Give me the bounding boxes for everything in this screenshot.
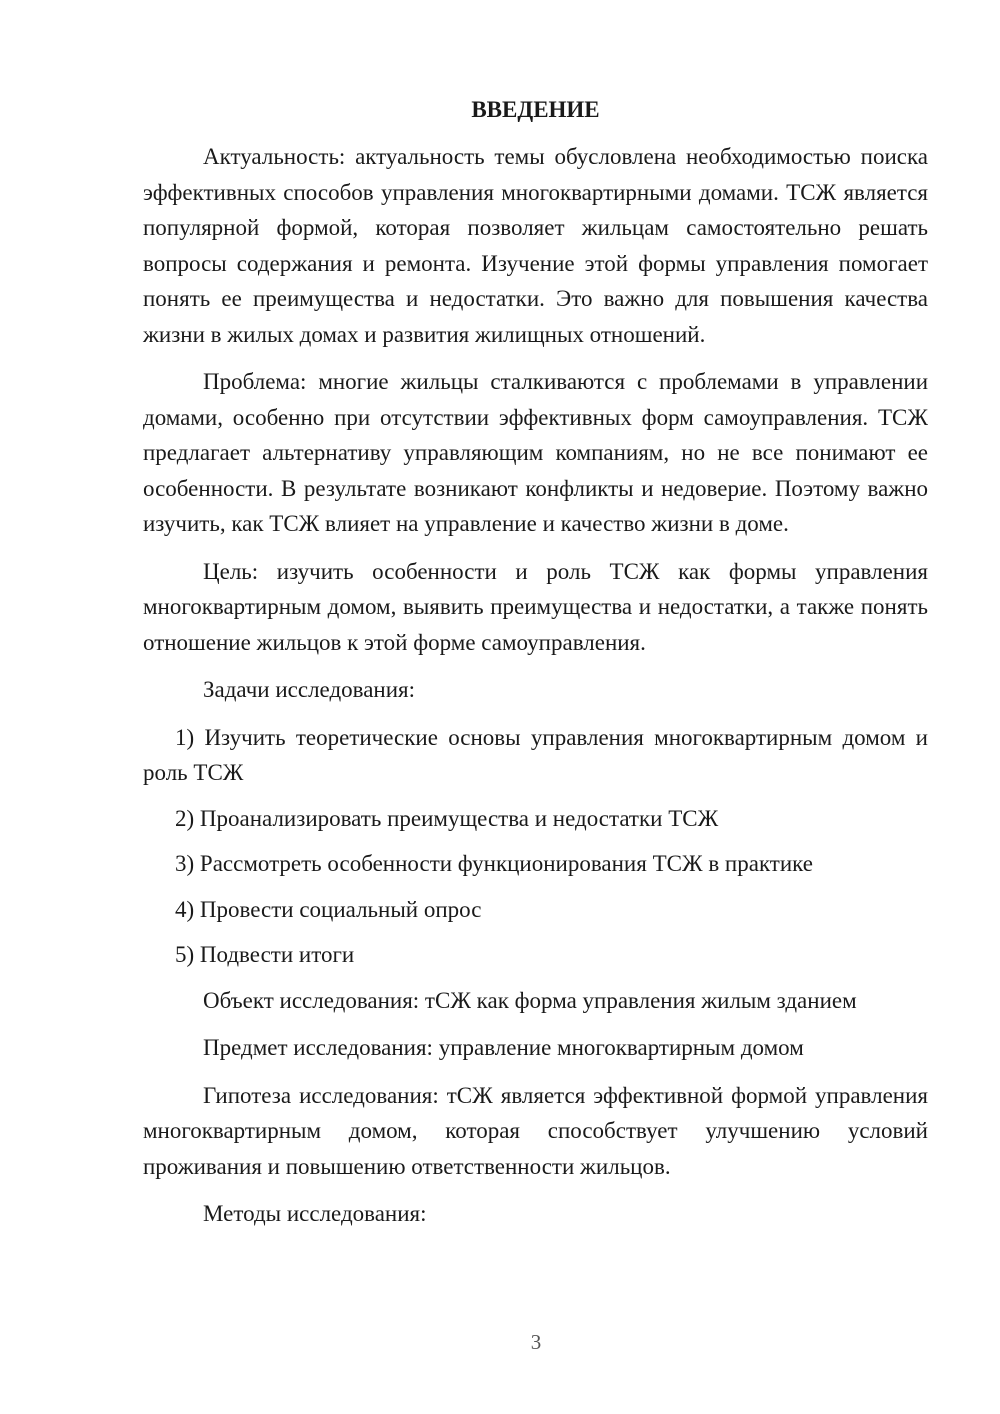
- task-item: 2) Проанализировать преимущества и недостатки ТСЖ: [175, 805, 719, 831]
- subject-line: Предмет исследования: управление многоквартирным домом: [203, 1035, 804, 1060]
- page-number: 3: [530, 1330, 542, 1354]
- section-heading: ВВЕДЕНИЕ: [471, 97, 600, 122]
- goal-paragraph: Цель: изучить особенности и роль ТСЖ как формы управления многоквартирным домом, выявить преимущества и недостатки, а также понять отношение жильцов к этой форме самоуправления.: [143, 558, 928, 655]
- problem-paragraph: Проблема: многие жильцы сталкиваются с проблемами в управлении домами, особенно при отсутствии эффективных форм самоуправления. ТСЖ предлагает альтернативу управляющим компаниям, но не все понимают ее особенности. В результате возникают конфликты и недоверие. Поэтому важно изучить, как ТСЖ влияет на управление и качество жизни в доме.: [143, 369, 928, 536]
- hypothesis-paragraph: Гипотеза исследования: тСЖ является эффективной формой управления многоквартирным домом, которая способствует улучшению условий проживания и повышению ответственности жильцов.: [143, 1082, 928, 1179]
- task-item: 3) Рассмотреть особенности функционирования ТСЖ в практике: [175, 851, 813, 876]
- relevance-paragraph: Актуальность: актуальность темы обусловлена необходимостью поиска эффективных способов управления многоквартирными домами. ТСЖ является популярной формой, которая позволяет жильцам самостоятельно решать вопросы содержания и ремонта. Изучение этой формы управления помогает понять ее преимущества и недостатки. Это важно для повышения качества жизни в жилых домах и развития жилищных отношений.: [143, 144, 928, 347]
- task-item: 4) Провести социальный опрос: [175, 896, 482, 922]
- task-item: 1) Изучить теоретические основы управления многоквартирным домом и роль ТСЖ: [143, 724, 928, 785]
- tasks-title: Задачи исследования:: [203, 677, 416, 702]
- document-body: [143, 92, 928, 1244]
- methods-title: Методы исследования:: [203, 1201, 427, 1226]
- task-item: 5) Подвести итоги: [175, 942, 355, 967]
- object-line: Объект исследования: тСЖ как форма управления жилым зданием: [203, 987, 857, 1013]
